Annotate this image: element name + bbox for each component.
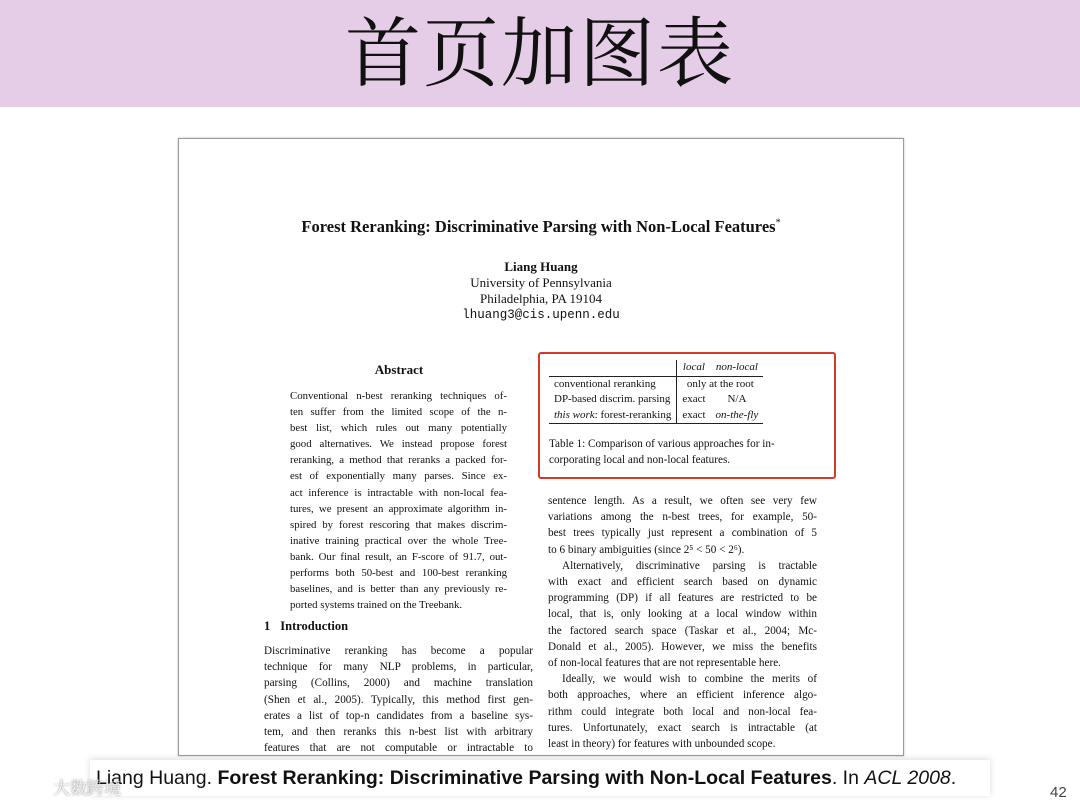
text-line: technique for many NLP problems, in particular, <box>264 661 533 674</box>
table-cell: on-the-fly <box>711 408 764 424</box>
citation-title: Forest Reranking: Discriminative Parsing with Non-Local Features <box>217 767 832 789</box>
slide-title: 首页加图表 <box>345 9 735 98</box>
text-line: to 6 binary ambiguities (since 2⁵ < 50 < 2⁶). <box>548 543 745 556</box>
table-header-cell <box>549 360 677 376</box>
watermark <box>6 774 121 799</box>
text-line: local, that is, only looking at a local window within <box>548 608 817 621</box>
text-line: tures, we present an approximate algorithm in- <box>290 502 507 515</box>
comparison-table <box>549 360 763 424</box>
text-line: the factored search space (Taskar et al., 2004; Mc- <box>548 624 817 637</box>
text-line: ten suffer from the limited scope of the n- <box>290 406 507 419</box>
paper-page <box>178 138 904 756</box>
citation-bar <box>90 760 990 796</box>
text-line: Ideally, we would wish to combine the merits of <box>562 673 817 686</box>
table-header-cell: non-local <box>711 360 764 376</box>
text-line: performs both 50-best and 100-best reranking <box>290 567 507 580</box>
text-line: est of exponentially many parses. Since ex- <box>290 470 507 483</box>
author-block <box>179 259 903 323</box>
text-line: features that are not computable or intractable to <box>264 742 533 755</box>
table-row <box>549 392 763 408</box>
table-row <box>549 408 763 424</box>
table-cell-text: : forest-reranking <box>594 408 672 421</box>
author-address: Philadelphia, PA 19104 <box>480 291 602 306</box>
citation <box>96 764 956 792</box>
intro-body <box>264 643 533 756</box>
text-line: of non-local features that are not representable here. <box>548 657 781 670</box>
author-name: Liang Huang <box>504 259 578 274</box>
text-line: best trees typically just represent a combination of 5 <box>548 527 817 540</box>
paper-title-mark: * <box>775 217 781 229</box>
text-line: act inference is intractable with non-local fea- <box>290 486 507 499</box>
text-line: programming (DP) if all features are restricted to be <box>548 592 817 605</box>
intro-heading-text: Introduction <box>280 619 349 633</box>
text-line: bank. Our final result, an F-score of 91.7, out- <box>290 550 507 563</box>
text-line: (Shen et al., 2005). Typically, this method first gen- <box>264 693 533 706</box>
page-number: 42 <box>1050 784 1067 801</box>
citation-author: Liang Huang. <box>96 767 218 789</box>
citation-mid: . In <box>831 767 865 789</box>
text-line: best list, which rules out many potentially <box>290 422 507 435</box>
text-line: ported systems trained on the Treebank. <box>290 599 463 612</box>
table-caption <box>549 436 821 468</box>
author-affiliation: University of Pennsylvania <box>470 275 612 290</box>
table-cell: exact <box>682 393 706 405</box>
author-email: lhuang3@cis.upenn.edu <box>462 308 620 322</box>
text-line: Alternatively, discriminative parsing is tractable <box>562 559 817 572</box>
text-line: variations among the n-best trees, for example, 50- <box>548 511 817 524</box>
table-header-row <box>549 360 763 376</box>
intro-number: 1 <box>264 619 271 633</box>
paper-title-text: Forest Reranking: Discriminative Parsing with Non-Local Features <box>301 217 776 236</box>
paper-title <box>179 217 903 237</box>
table-highlight-box <box>538 352 836 479</box>
table-header-cell: local <box>677 360 711 376</box>
text-line: with exact and efficient search based on dynamic <box>548 576 817 589</box>
right-column-body <box>548 493 817 752</box>
abstract-heading: Abstract <box>374 362 424 377</box>
table-cell: conventional reranking <box>549 376 677 392</box>
text-line: tures. Unfortunately, exact search is intractable (at <box>548 721 817 734</box>
table-cell: only at the root <box>686 377 754 390</box>
text-line: Donald et al., 2005). However, we miss the benefits <box>548 640 817 653</box>
table-row <box>549 376 763 392</box>
table-cell: exact <box>677 408 711 424</box>
text-line: both approaches, where an efficient inference algo- <box>548 689 817 702</box>
text-line: erates a list of top-n candidates from a baseline sys- <box>264 709 533 722</box>
text-line: least in theory) for features with unbounded scope. <box>548 738 776 751</box>
table-caption-line: corporating local and non-local features. <box>549 454 731 466</box>
table-cell: N/A <box>727 393 747 405</box>
text-line: good alternatives. We instead propose forest <box>290 438 507 451</box>
citation-venue: ACL 2008 <box>864 767 951 789</box>
text-line: baselines, and is better than any previously re- <box>290 583 507 596</box>
watermark-text: 大数跨境 <box>53 779 121 799</box>
text-line: tem, and then reranks this n-best list with arbitrary <box>264 726 533 739</box>
abstract-body <box>290 388 507 613</box>
text-line: rithm could integrate both local and non-local fea- <box>548 705 817 718</box>
table-cell <box>549 408 677 424</box>
slide-header <box>0 0 1080 107</box>
table-cell-emph: this work <box>554 408 595 421</box>
watermark-logo-icon <box>6 776 50 798</box>
text-line: spired by forest rescoring that makes discrim- <box>290 518 507 531</box>
text-line: sentence length. As a result, we often see very few <box>548 495 817 507</box>
text-line: inative training practical over the whole Tree- <box>290 534 507 547</box>
table-cell: DP-based discrim. parsing <box>549 392 677 408</box>
text-line: parsing (Collins, 2000) and machine translation <box>264 677 533 690</box>
text-line: reranking, a method that reranks a packed for- <box>290 454 507 467</box>
text-line: Conventional n-best reranking techniques of- <box>290 390 507 402</box>
citation-end: . <box>950 767 957 789</box>
intro-heading <box>264 619 348 634</box>
text-line: Discriminative reranking has become a popular <box>264 645 533 657</box>
table-caption-line: Table 1: Comparison of various approaches for in- <box>549 438 775 450</box>
